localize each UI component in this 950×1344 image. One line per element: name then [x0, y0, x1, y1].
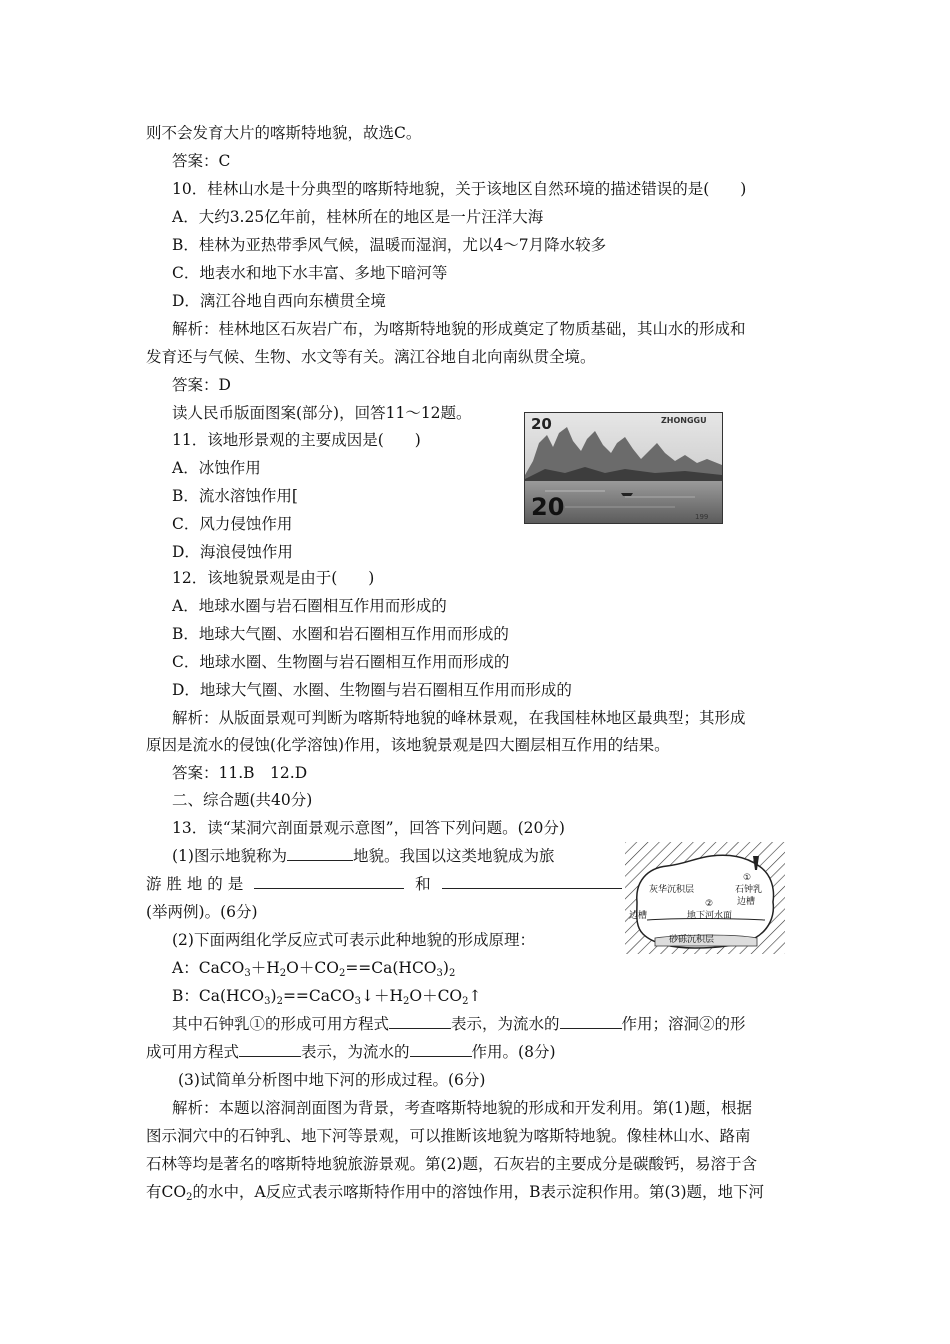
answer-blank[interactable]	[239, 1042, 301, 1057]
question-13-part3: (3)试简单分析图中地下河的形成过程。(6分)	[178, 1071, 486, 1089]
question-11: 11．该地形景观的主要成因是( )	[172, 431, 421, 449]
text-segment: 游 胜 地 的 是	[146, 875, 244, 893]
eq-part: )	[270, 987, 277, 1005]
question-13-part1-end: (举两例)。(6分)	[146, 903, 258, 921]
denomination-top: 20	[531, 415, 552, 433]
text-segment: (1)图示地貌称为	[172, 847, 287, 865]
option-11b: B．流水溶蚀作用[	[172, 487, 298, 505]
label-edge-left: 边槽	[629, 911, 648, 921]
question-12: 12．该地貌景观是由于( )	[172, 569, 375, 587]
eq-part: )	[442, 959, 449, 977]
explanation-line: 解析：本题以溶洞剖面图为背景，考查喀斯特地貌的形成和开发利用。第(1)题，根据	[172, 1099, 752, 1117]
explanation-line: 解析：从版面景观可判断为喀斯特地貌的峰林景观，在我国桂林地区最典型；其形成	[172, 709, 746, 727]
option-11d: D．海浪侵蚀作用	[172, 543, 293, 561]
explanation-line: 石林等均是著名的喀斯特地貌旅游景观。第(2)题，石灰岩的主要成分是碳酸钙，易溶于含	[146, 1155, 757, 1173]
label-gravel: 砂砾沉积层	[669, 935, 715, 945]
boat-icon	[621, 493, 633, 496]
text-segment: 地貌。我国以这类地貌成为旅	[352, 847, 555, 865]
cave-diagram	[625, 842, 785, 954]
explanation-line: 发育还与气候、生物、水文等有关。漓江谷地自北向南纵贯全境。	[146, 348, 596, 366]
eq-part: CaCO	[198, 959, 245, 977]
explanation-line: 原因是流水的侵蚀(化学溶蚀)作用，该地貌景观是四大圈层相互作用的结果。	[146, 736, 670, 754]
eq-part: O＋CO	[409, 987, 463, 1005]
text-segment: 作用。(8分)	[471, 1043, 556, 1061]
explanation-line	[146, 1182, 764, 1208]
option-11a: A．冰蚀作用	[172, 459, 261, 477]
question-13-part2: (2)下面两组化学反应式可表示此种地貌的形成原理：	[172, 931, 535, 949]
equation-a	[172, 958, 455, 984]
eq-sub: 3	[354, 996, 361, 1007]
option-10b: B．桂林为亚热带季风气候，温暖而湿润，尤以4～7月降水较多	[172, 236, 607, 254]
eq-part: ＋H	[250, 959, 280, 977]
option-10c: C．地表水和地下水丰富、多地下暗河等	[172, 264, 448, 282]
subscript: 2	[186, 1192, 193, 1203]
text-segment: 其中石钟乳①的形成可用方程式	[172, 1015, 390, 1033]
option-11c: C．风力侵蚀作用	[172, 515, 293, 533]
answer-blank[interactable]	[389, 1014, 451, 1029]
eq-part: ↑	[468, 987, 482, 1005]
marker-2: ②	[705, 899, 714, 909]
answer-blank[interactable]	[442, 874, 622, 889]
eq-part: O＋CO	[286, 959, 339, 977]
banknote-brand: ZHONGGU	[661, 416, 707, 425]
label-travertine: 灰华沉积层	[649, 885, 695, 895]
explanation-line: 图示洞穴中的石钟乳、地下河等景观，可以推断该地貌为喀斯特地貌。像桂林山水、路南	[146, 1127, 751, 1145]
intro-11: 读人民币版面图案(部分)，回答11～12题。	[172, 404, 472, 422]
section-heading: 二、综合题(共40分)	[172, 791, 313, 809]
question-13-part1	[172, 846, 554, 866]
banknote-image	[524, 412, 723, 524]
text-segment: 成可用方程式	[146, 1043, 240, 1061]
text-segment: 有CO	[146, 1183, 187, 1201]
denomination-bottom: 20	[531, 493, 565, 521]
option-12d: D．地球大气圈、水圈、生物圈与岩石圈相互作用而形成的	[172, 681, 572, 699]
eq-sub: 2	[462, 996, 469, 1007]
text-line: 则不会发育大片的喀斯特地貌，故选C。	[146, 124, 422, 142]
eq-part: ==CaCO	[282, 987, 355, 1005]
text-segment: 表示，为流水的	[451, 1015, 560, 1033]
text-segment: 作用；溶洞②的形	[621, 1015, 746, 1033]
marker-1: ①	[743, 873, 752, 883]
eq-sub: 2	[279, 968, 287, 979]
question-13-part1-cont	[146, 874, 622, 894]
eq-label: A：	[172, 959, 199, 977]
eq-sub: 3	[436, 968, 443, 979]
fill-line	[146, 1042, 556, 1062]
eq-part: Ca(HCO	[198, 987, 265, 1005]
banknote-year: 199	[695, 513, 709, 521]
eq-sub: 3	[264, 996, 271, 1007]
question-13: 13．读“某洞穴剖面景观示意图”，回答下列问题。(20分)	[172, 819, 565, 837]
eq-label: B：	[172, 987, 199, 1005]
label-edge-right: 边槽	[737, 897, 756, 907]
eq-sub: 2	[402, 996, 410, 1007]
question-10: 10．桂林山水是十分典型的喀斯特地貌，关于该地区自然环境的描述错误的是( )	[172, 180, 747, 198]
banknote-illustration	[525, 413, 722, 523]
equation-b	[172, 986, 482, 1012]
text-segment: 和	[415, 875, 431, 893]
eq-part: ==Ca(HCO	[345, 959, 437, 977]
eq-sub: 3	[244, 968, 251, 979]
label-stalactite: 石钟乳	[735, 885, 763, 895]
text-segment: 表示，为流水的	[301, 1043, 410, 1061]
option-10a: A．大约3.25亿年前，桂林所在的地区是一片汪洋大海	[172, 208, 544, 226]
option-12c: C．地球水圈、生物圈与岩石圈相互作用而形成的	[172, 653, 510, 671]
label-water: 地下河水面	[687, 911, 733, 921]
eq-part: ↓＋H	[360, 987, 403, 1005]
text-segment: 的水中，A反应式表示喀斯特作用中的溶蚀作用，B表示淀积作用。第(3)题，地下河	[192, 1183, 764, 1201]
option-12a: A．地球水圈与岩石圈相互作用而形成的	[172, 597, 447, 615]
answer-line: 答案：C	[172, 152, 231, 170]
eq-sub: 2	[276, 996, 283, 1007]
fill-line	[172, 1014, 746, 1034]
eq-sub: 2	[448, 968, 456, 979]
option-12b: B．地球大气圈、水圈和岩石圈相互作用而形成的	[172, 625, 509, 643]
answer-line: 答案：D	[172, 376, 231, 394]
answer-line: 答案：11.B 12.D	[172, 764, 308, 782]
answer-blank[interactable]	[287, 846, 353, 861]
answer-blank[interactable]	[560, 1014, 622, 1029]
eq-sub: 2	[338, 968, 346, 979]
answer-blank[interactable]	[410, 1042, 472, 1057]
option-10d: D．漓江谷地自西向东横贯全境	[172, 292, 386, 310]
answer-blank[interactable]	[254, 874, 404, 889]
explanation-line: 解析：桂林地区石灰岩广布，为喀斯特地貌的形成奠定了物质基础，其山水的形成和	[172, 320, 746, 338]
cave-cross-section	[625, 842, 785, 954]
